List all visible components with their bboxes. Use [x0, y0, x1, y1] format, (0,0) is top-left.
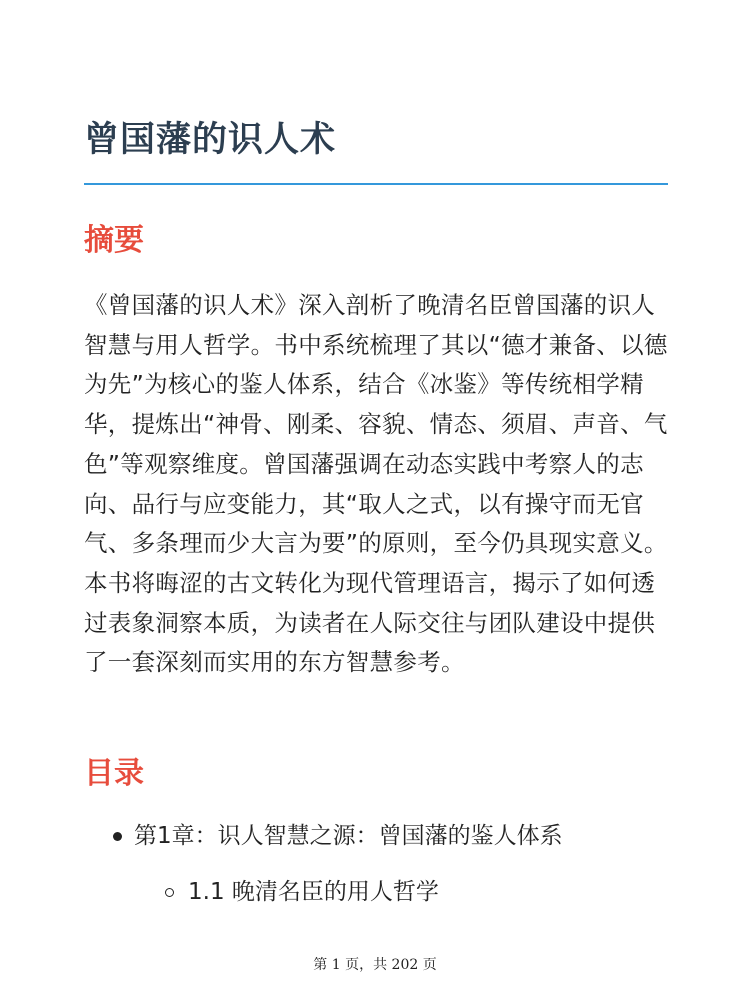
- title-divider: [84, 183, 668, 185]
- abstract-heading: 摘要: [84, 223, 144, 258]
- toc-heading: 目录: [84, 756, 144, 791]
- bullet-disc-icon: [113, 832, 122, 841]
- bullet-circle-icon: [165, 888, 174, 897]
- toc-chapter-1[interactable]: 第1章：识人智慧之源：曾国藩的鉴人体系: [134, 823, 563, 849]
- page-number-footer: 第 1 页，共 202 页: [313, 957, 437, 973]
- abstract-paragraph: 《曾国藩的识人术》深入剖析了晚清名臣曾国藩的识人智慧与用人哲学。书中系统梳理了其以“德才兼备、以德为先”为核心的鉴人体系，结合《冰鉴》等传统相学精华，提炼出“神骨、刚柔、容貌、情态、须眉、声音、气色”等观察维度。曾国藩强调在动态实践中考察人的志向、品行与应变能力，其“取人之式，以有操守而无官气、多条理而少大言为要”的原则，至今仍具现实意义。本书将晦涩的古文转化为现代管理语言，揭示了如何透过表象洞察本质，为读者在人际交往与团队建设中提供了一套深刻而实用的东方智慧参考。: [84, 291, 668, 677]
- toc-section-1-1[interactable]: 1.1 晚清名臣的用人哲学: [188, 879, 439, 905]
- page-title: 曾国藩的识人术: [84, 120, 337, 160]
